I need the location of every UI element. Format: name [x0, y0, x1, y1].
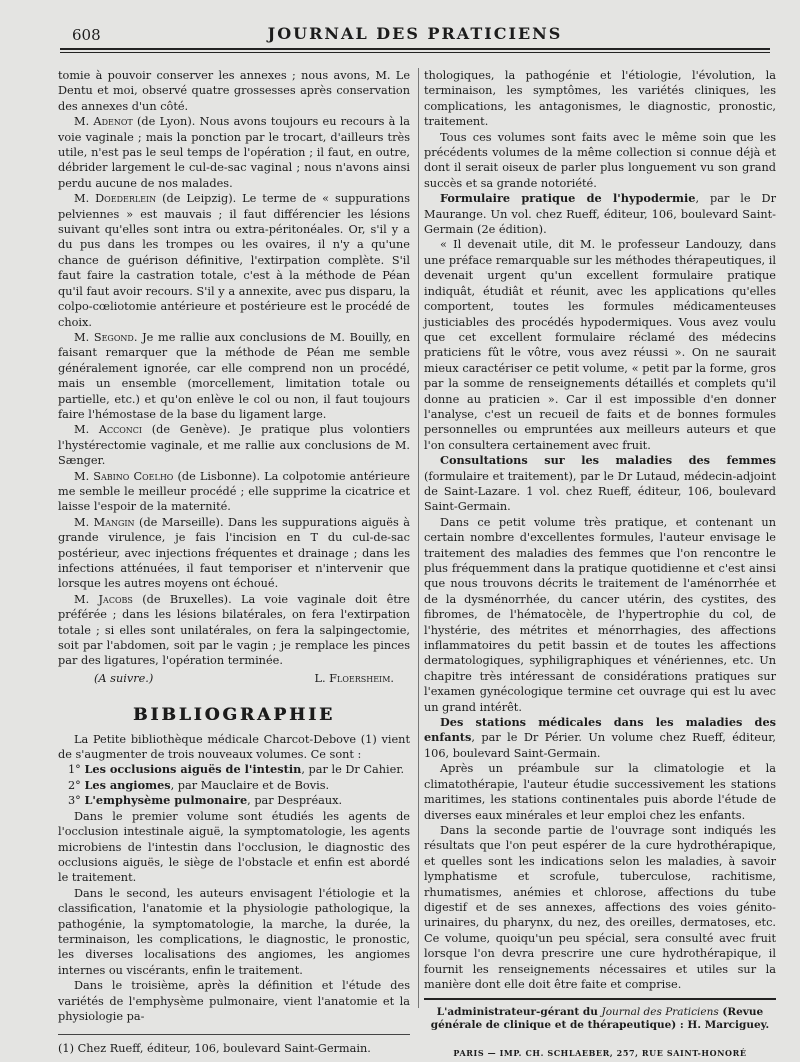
- paragraph: [424, 191, 776, 237]
- paragraph: Tous ces volumes sont faits avec le même soin que les précédents volumes de la même collection si connue déjà et dont il serait oiseux de parler plus longuement vu son grand succès et sa grande notoriété.: [424, 130, 776, 190]
- notice-text: (Revue générale de clinique et de thérapeutique) : H. Marciguey.: [430, 1006, 770, 1032]
- book-title: Les angiomes: [84, 777, 171, 792]
- book-title: Consultations sur les maladies des femmes: [440, 453, 776, 468]
- book-author: , par le Dr Cahier.: [301, 763, 405, 777]
- page-header: [60, 22, 770, 56]
- paragraph: La Petite bibliothèque médicale Charcot-Debove (1) vient de s'augmenter de trois nouveaux volumes. Ce sont :: [58, 732, 410, 762]
- paragraph: [58, 515, 410, 592]
- paragraph-text: (formulaire et traitement), par le Dr Lutaud, médecin-adjoint de Saint-Lazare. 1 vol. chez Rueff, éditeur, 106, boulevard Saint-Germain.: [424, 469, 776, 514]
- paragraph: [424, 715, 776, 761]
- author-signature: L. Floersheim.: [314, 671, 394, 685]
- paragraph-text: , par le Dr Maurange. Un vol. chez Rueff, éditeur, 106, boulevard Saint-Germain (2e édition).: [424, 192, 776, 237]
- paragraph: [58, 422, 410, 468]
- printer-imprint: PARIS — IMP. CH. SCHLAEBER, 257, RUE SAINT-HONORÉ: [453, 1048, 747, 1059]
- paragraph: « Il devenait utile, dit M. le professeur Landouzy, dans une préface remarquable sur les méthodes thérapeutiques, il devenait urgent qu'un excellent formulaire pratique indiquât, étudiât et réunit, avec les applications qu'elles comportent, toutes les formules médicamenteuses justiciables des procédés hypodermiques. Vous avez voulu que cet excellent formulaire réclamé des médecins praticiens fût le vôtre, vous avez réussi ». On ne saurait mieux caractériser ce petit volume, « petit par la forme, gros par la somme de renseignements détaillés et complets qu'il donne au praticien ». Car il est impossible d'en donner l'analyse, c'est un recueil de faits et de bonnes formules personnelles ou empruntées aux meilleurs auteurs et que l'on consultera certainement avec fruit.: [424, 238, 776, 452]
- administrator-notice: [424, 998, 776, 1032]
- paragraph-text: (de Leipzig). Le terme de « suppurations pelviennes » est mauvais ; il faut différencier les lésions suivant qu'elles sont intra ou extra-péritonéales. Or, s'il y a du pus dans les trompes ou les ovaires, il n'y a qu'une chance de guérison définitive, l'extirpation complète. S'il faut faire la castration totale, c'est à la méthode de Péan qu'il faut avoir recours. S'il y a annexite, avec pus disparu, la colpo-cœliotomie antérieure et postérieure est le procédé de choix.: [58, 192, 410, 329]
- speaker-name: M. Mangin: [74, 515, 135, 529]
- paragraph: Dans le troisième, après la définition et l'étude des variétés de l'emphysème pulmonaire, vient l'anatomie et la physiologie pa-: [58, 979, 410, 1023]
- page-number: 608: [72, 26, 101, 44]
- paragraph-text: (de Bruxelles). La voie vaginale doit être préférée ; dans les lésions bilatérales, on fera l'extirpation totale ; si elles sont unilatérales, on fera la salpingectomie, soit par l'abdomen, soit par le vagin ; je remplace les pinces par des ligatures, l'opération terminée.: [58, 592, 410, 668]
- paragraph: [58, 592, 410, 669]
- list-number: 3°: [68, 794, 85, 808]
- paragraph: [58, 191, 410, 330]
- list-number: 2°: [68, 778, 85, 792]
- speaker-name: M. Acconci: [74, 423, 143, 437]
- notice-text: L'administrateur-gérant du: [436, 1006, 602, 1019]
- paragraph: [58, 114, 410, 191]
- paragraph: Dans la seconde partie de l'ouvrage sont indiqués les résultats que l'on peut espérer de la cure hydrothérapique, et quelles sont les indications selon les maladies, à savoir lymphatisme et scrofule, tuberculose, rachitisme, rhumatismes, anémies et chlorose, affections du tube digestif et de ses annexes, affections des voies génito-urinaires, du pharynx, du nez, des oreilles, dermatoses, etc. Ce volume, quoiqu'un peu spécial, sera consulté avec fruit lorsque l'on devra prescrire une cure hydrothérapique, il fournit les renseignements nécessaires et utiles sur la manière dont elle doit être faite et comprise.: [424, 823, 776, 991]
- paragraph-text: (de Marseille). Dans les suppurations aiguës à grande virulence, je fais l'incision en T du cul-de-sac postérieur, avec injections fréquentes et drainage ; dans les infections atténuées, il faut temporiser et n'intervenir que lorsque les autres moyens ont échoué.: [58, 515, 410, 591]
- journal-title: JOURNAL DES PRATICIENS: [267, 24, 563, 43]
- paragraph: Dans le premier volume sont étudiés les agents de l'occlusion intestinale aiguë, la symptomatologie, les agents microbiens de l'intestin dans l'occlusion, le diagnostic des occlusions aiguës, le siège de l'obstacle et enfin est abordé le traitement.: [58, 809, 410, 885]
- list-item: [58, 793, 410, 808]
- paragraph-text: . Je me rallie aux conclusions de M. Bouilly, en faisant remarquer que la méthode de Péan me semble généralement ignorée, car elle comprend non un procédé, mais un ensemble (morcellement, limitation totale ou partielle, etc.) et qu'on enlève le col ou non, il faut toujours faire l'hémostase de la base du ligament large.: [58, 330, 410, 421]
- speaker-name: M. Segond: [74, 330, 134, 344]
- paragraph-text: (de Genève). Je pratique plus volontiers l'hystérectomie vaginale, et me rallie aux conclusions de M. Sænger.: [58, 423, 410, 468]
- paragraph: Dans ce petit volume très pratique, et contenant un certain nombre d'excellentes formules, l'auteur envisage le traitement des maladies des femmes que l'on rencontre le plus fréquemment dans la pratique quotidienne et c'est ainsi que nous trouvons décrits le traitement de l'aménorrhée et de la dysménorrhée, du cancer utérin, des cystites, des fibromes, de l'hématocèle, de l'hypertrophie du col, de l'hystérie, des métrites et ménorrhagies, des affections inflammatoires du petit bassin et de toutes les affections dermatologiques, syphiligraphiques et vénériennes, etc. Un chapitre très intéressant de considérations pratiques sur l'examen gynécologique termine cet ouvrage qui est lu avec un grand intérêt.: [424, 515, 776, 714]
- book-author: , par Despréaux.: [247, 794, 343, 808]
- paragraph: [58, 469, 410, 515]
- journal-name: Journal des Praticiens: [601, 1006, 719, 1019]
- list-item: [58, 762, 410, 777]
- paragraph: tomie à pouvoir conserver les annexes ; nous avons, M. Le Dentu et moi, observé quatre grossesses après conservation des annexes d'un côté.: [58, 69, 410, 113]
- footnote: (1) Chez Rueff, éditeur, 106, boulevard Saint-Germain.: [58, 1042, 371, 1056]
- paragraph-text: (de Lisbonne). La colpotomie antérieure me semble le meilleur procédé ; elle supprime la cicatrice et laisse l'espoir de la maternité.: [58, 469, 410, 514]
- to-be-continued: (A suivre.): [94, 671, 154, 685]
- article-signature: [58, 671, 410, 686]
- book-title: Les occlusions aiguës de l'intestin: [84, 762, 302, 777]
- left-column: [58, 68, 410, 1057]
- book-author: , par Mauclaire et de Bovis.: [170, 778, 330, 792]
- speaker-name: M. Sabino Coelho: [74, 469, 174, 483]
- paragraph-text: , par le Dr Périer. Un volume chez Rueff, éditeur, 106, boulevard Saint-Germain.: [424, 731, 776, 760]
- column-divider: [418, 68, 419, 1008]
- list-item: [58, 778, 410, 793]
- paragraph: Après un préambule sur la climatologie et la climatothérapie, l'auteur étudie successivement les stations maritimes, les stations continentales puis aborde l'étude de diverses eaux minérales et leur emploi chez les enfants.: [424, 762, 776, 822]
- section-title: BIBLIOGRAPHIE: [133, 705, 335, 726]
- footnote-rule: [58, 1034, 410, 1035]
- book-title: Des stations médicales dans les maladies des enfants: [424, 715, 776, 745]
- speaker-name: M. Adenot: [74, 115, 133, 129]
- book-title: Formulaire pratique de l'hypodermie: [440, 191, 696, 206]
- right-column: [424, 68, 776, 1062]
- header-rule: [60, 48, 770, 53]
- paragraph: [58, 330, 410, 422]
- paragraph: [424, 453, 776, 515]
- paragraph-text: (de Lyon). Nous avons toujours eu recours à la voie vaginale ; mais la ponction par le trocart, d'ailleurs très utile, n'est pas le seul temps de l'opération ; il faut, en outre, débrider largement le cul-de-sac vaginal ; nous n'avons ainsi perdu aucune de nos malades.: [58, 115, 411, 190]
- paragraph: thologiques, la pathogénie et l'étiologie, l'évolution, la terminaison, les symptômes, les variétés cliniques, les complications, les antagonismes, le diagnostic, pronostic, traitement.: [424, 69, 776, 129]
- list-number: 1°: [68, 763, 85, 777]
- speaker-name: M. Jacobs: [74, 592, 133, 606]
- volume-list: [58, 762, 410, 808]
- book-title: L'emphysème pulmonaire: [84, 793, 248, 808]
- speaker-name: M. Doederlein: [74, 192, 157, 206]
- paragraph: Dans le second, les auteurs envisagent l'étiologie et la classification, l'anatomie et la physiologie pathologique, la pathogénie, la symptomatologie, la marche, la durée, la terminaison, les complications, le diagnostic, le pronostic, les diverses localisations des angiomes, les angiomes internes ou viscérants, enfin le traitement.: [58, 886, 410, 977]
